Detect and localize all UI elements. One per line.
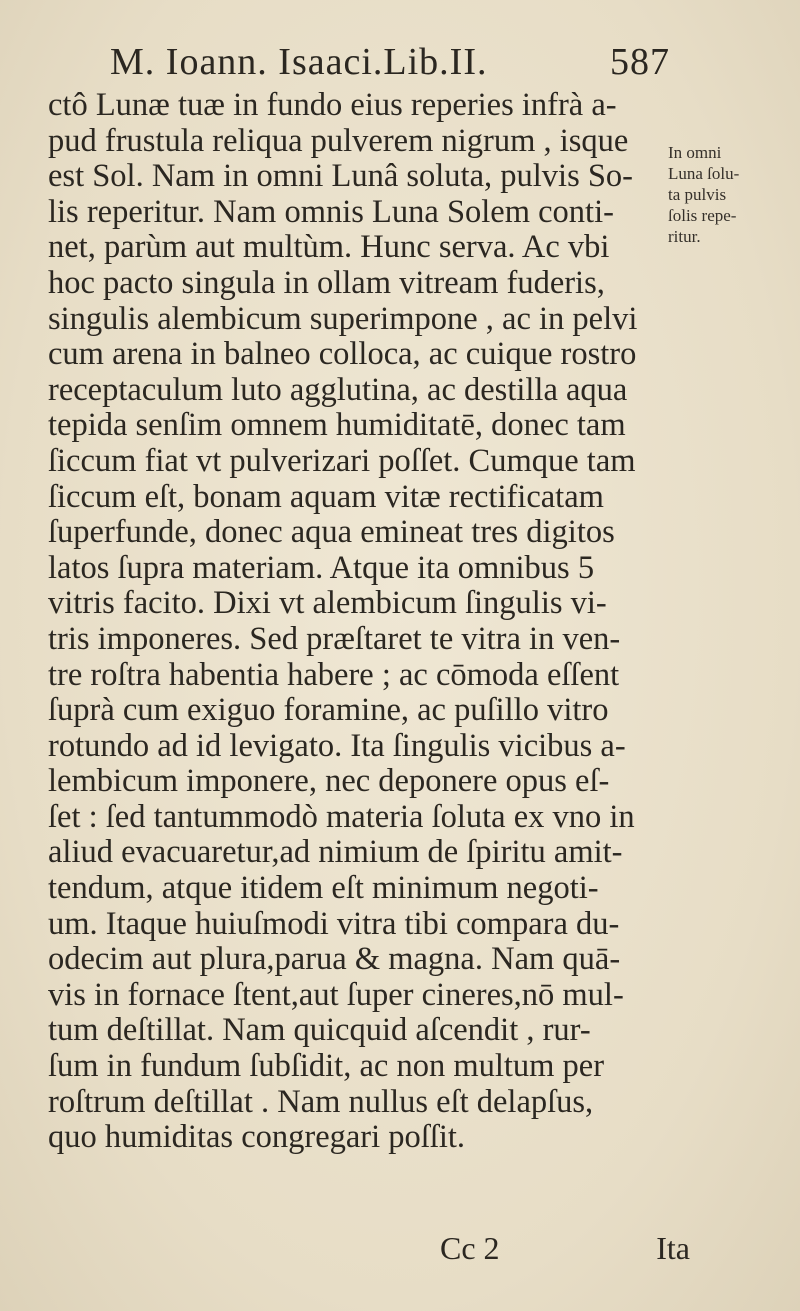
text-line: ſuprà cum exiguo foramine, ac puſillo vitro xyxy=(48,693,609,729)
page-footer xyxy=(440,1230,690,1270)
text-line: lembicum imponere, nec deponere opus eſ- xyxy=(48,764,610,800)
text-line: latos ſupra materiam. Atque ita omnibus 5 xyxy=(48,550,595,586)
catchword: Ita xyxy=(656,1230,690,1266)
text-line: roſtrum deſtillat . Nam nullus eſt delapſus, xyxy=(48,1084,594,1120)
text-line: pud frustula reliqua pulverem nigrum , isque xyxy=(48,123,629,159)
text-line: odecim aut plura,parua & magna. Nam quā- xyxy=(48,942,621,978)
text-line: ſum in fundum ſubſidit, ac non multum per xyxy=(48,1049,605,1085)
text-line: tum deſtillat. Nam quicquid aſcendit , rur- xyxy=(48,1013,591,1049)
text-line: singulis alembicum superimpone , ac in pelvi xyxy=(48,301,638,337)
text-line: lis reperitur. Nam omnis Luna Solem conti- xyxy=(48,194,614,230)
margin-note-line: Luna ſolu- xyxy=(668,164,740,183)
page-header xyxy=(110,40,670,88)
text-line: est Sol. Nam in omni Lunâ soluta, pulvis So- xyxy=(48,159,633,195)
margin-note-line: ritur. xyxy=(668,227,701,246)
text-line: tris imponeres. Sed præſtaret te vitra in ven- xyxy=(48,621,621,657)
body-text xyxy=(48,88,660,1156)
text-line: ctô Lunæ tuæ in fundo eius reperies infrà a- xyxy=(48,88,617,123)
margin-note xyxy=(668,142,778,247)
margin-note-line: ſolis repe- xyxy=(668,206,737,225)
text-line: receptaculum luto agglutina, ac destilla aqua xyxy=(48,372,628,408)
page-number: 587 xyxy=(610,41,670,83)
text-line: um. Itaque huiuſmodi vitra tibi compara du- xyxy=(48,906,620,942)
text-line: tendum, atque itidem eſt minimum negoti- xyxy=(48,871,599,907)
margin-note-line: ta pulvis xyxy=(668,185,727,204)
text-line: vitris facito. Dixi vt alembicum ſingulis vi- xyxy=(48,586,607,622)
text-line: ſuperfunde, donec aqua emineat tres digitos xyxy=(48,515,615,551)
text-line: tepida senſim omnem humiditatē, donec tam xyxy=(48,408,626,444)
text-line: aliud evacuaretur,ad nimium de ſpiritu amit- xyxy=(48,835,623,871)
text-line: net, parùm aut multùm. Hunc serva. Ac vbi xyxy=(48,230,610,266)
text-line: cum arena in balneo colloca, ac cuique rostro xyxy=(48,337,637,373)
text-line: vis in fornace ſtent,aut ſuper cineres,nō mul- xyxy=(48,977,624,1013)
text-line: ſiccum fiat vt pulverizari poſſet. Cumque tam xyxy=(48,443,636,479)
running-title: M. Ioann. Isaaci.Lib.II. xyxy=(110,41,488,83)
text-line: ſiccum eſt, bonam aquam vitæ rectificatam xyxy=(48,479,604,515)
signature-mark: Cc 2 xyxy=(440,1230,500,1266)
margin-note-line: In omni xyxy=(668,143,722,162)
text-line: ſet : ſed tantummodò materia ſoluta ex vno in xyxy=(48,799,635,835)
text-line: quo humiditas congregari poſſit. xyxy=(48,1120,466,1156)
text-line: rotundo ad id levigato. Ita ſingulis vicibus a- xyxy=(48,728,626,764)
text-line: tre roſtra habentia habere ; ac cōmoda eſſent xyxy=(48,657,620,693)
text-line: hoc pacto singula in ollam vitream fuderis, xyxy=(48,265,605,301)
